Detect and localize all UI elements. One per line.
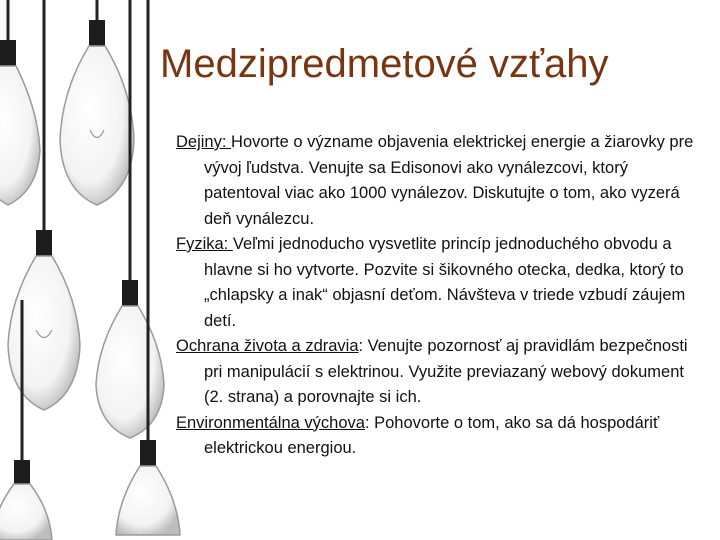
paragraph-ochrana: [176, 334, 696, 411]
paragraph-label: Dejiny:: [176, 133, 232, 151]
paragraph-dejiny: [176, 130, 696, 232]
paragraph-environmentalna: [176, 411, 696, 462]
paragraph-fyzika: [176, 232, 696, 334]
slide-title: Medzipredmetové vzťahy: [160, 42, 609, 86]
paragraph-label: Environmentálna výchova: [176, 413, 365, 432]
bulb-icon: [60, 0, 134, 205]
paragraph-text: : Pohovorte o tom, ako sa dá hospodáriť elektrickou energiou.: [204, 413, 660, 457]
paragraph-label: Ochrana života a zdravia: [176, 337, 359, 355]
paragraph-text: Veľmi jednoducho vysvetlite princíp jednoduchého obvodu a hlavne si ho vytvorte. Pozvite si šikovného otecka, dedka, ktorý to „chlapsky a inak“ objasní deťom. Návšteva v triede vzbudí záujem detí.: [204, 235, 686, 330]
bulb-icon: [0, 0, 40, 205]
bulb-icon: [8, 0, 80, 410]
paragraph-text: : Venujte pozornosť aj pravidlám bezpečnosti pri manipulácií s elektrinou. Využite previazaný webový dokument (2. strana) a porovnajte si ich.: [204, 337, 688, 406]
paragraph-text: Hovorte o význame objavenia elektrickej energie a žiarovky pre vývoj ľudstva. Venujte sa Edisonovi ako vynálezcovi, ktorý patentoval viac ako 1000 vynálezov. Diskutujte o tom, ako vyzerá deň vynálezcu.: [204, 133, 694, 228]
slide-content: [176, 130, 696, 462]
paragraph-label: Fyzika:: [176, 235, 233, 253]
